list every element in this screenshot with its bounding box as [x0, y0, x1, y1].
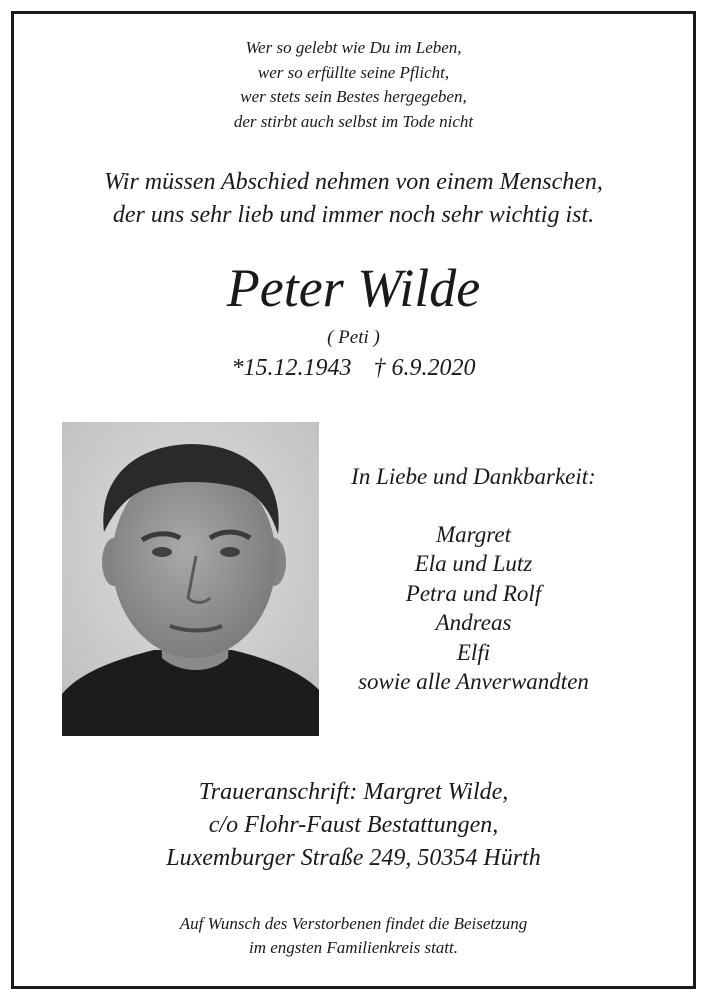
- birth-date: *15.12.1943: [231, 355, 352, 381]
- farewell-line: der uns sehr lieb und immer noch sehr wichtig ist.: [112, 202, 595, 228]
- life-dates: [0, 353, 707, 383]
- note-line: Auf Wunsch des Verstorbenen findet die Beisetzung: [179, 914, 528, 933]
- mourning-address: [0, 776, 707, 875]
- portrait-photo-image: [62, 422, 319, 736]
- mourner-name: Ela und Lutz: [414, 551, 533, 576]
- mourner-name: Andreas: [435, 610, 512, 635]
- farewell-text: [0, 166, 707, 232]
- burial-note: [0, 912, 707, 960]
- poem: [0, 36, 707, 134]
- address-line: c/o Flohr-Faust Bestattungen,: [208, 812, 499, 838]
- poem-line: wer stets sein Bestes hergegeben,: [240, 87, 467, 106]
- deceased-nickname: ( Peti ): [327, 327, 380, 348]
- farewell-line: Wir müssen Abschied nehmen von einem Menschen,: [104, 169, 603, 195]
- address-line: Traueranschrift: Margret Wilde,: [198, 779, 509, 805]
- deceased-name: Peter Wilde: [226, 258, 481, 318]
- mourner-name: Petra und Rolf: [405, 580, 542, 606]
- mourner-name: Elfi: [456, 639, 491, 665]
- mourner-name: sowie alle Anverwandten: [358, 669, 589, 694]
- death-date: † 6.9.2020: [373, 355, 476, 381]
- mourners-heading: In Liebe und Dankbarkeit:: [351, 464, 596, 489]
- portrait-photo: [62, 422, 319, 736]
- poem-line: Wer so gelebt wie Du im Leben,: [245, 38, 462, 57]
- address-line: Luxemburger Straße 249, 50354 Hürth: [166, 845, 541, 871]
- poem-line: der stirbt auch selbst im Tode nicht: [233, 111, 474, 131]
- mourner-name: Margret: [436, 521, 511, 547]
- note-line: im engsten Familienkreis statt.: [248, 938, 458, 957]
- mourners-block: [320, 462, 627, 697]
- poem-line: wer so erfüllte seine Pflicht,: [257, 62, 450, 82]
